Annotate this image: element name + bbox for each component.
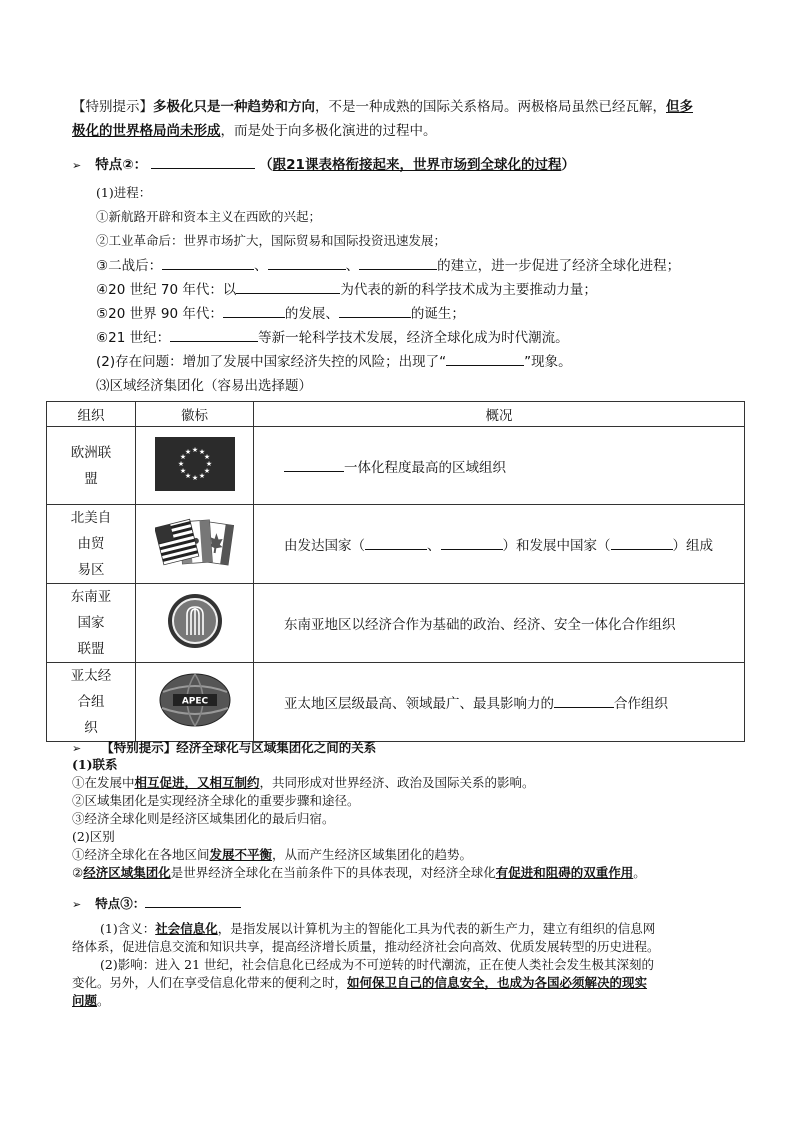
nafta-flags-icon: [155, 513, 235, 571]
tip2-link-2: ②区域集团化是实现经济全球化的重要步骤和途径。: [72, 793, 360, 808]
tip2-link-1: [72, 774, 535, 792]
tip1-bold1: 多极化只是一种趋势和方向: [153, 99, 315, 115]
answer-blank[interactable]: [284, 458, 344, 472]
org-desc-text: ）和发展中国家（: [502, 538, 611, 554]
org-name-line: 国家: [77, 615, 105, 631]
svg-text:★: ★: [179, 452, 186, 461]
point3-p2-line2: [72, 974, 647, 992]
org-desc-text: 合作组织: [614, 696, 668, 712]
tip1-text1: ，不是一种成熟的国际关系格局。两极格局虽然已经瓦解，: [315, 99, 666, 115]
item3-text: 的建立，进一步促进了经济全球化进程；: [437, 258, 681, 274]
org-name-line: 易区: [77, 562, 105, 578]
svg-text:★: ★: [177, 459, 184, 468]
item4-text: ④20 世纪 70 年代：以: [96, 282, 237, 298]
item5-text: ⑤20 世界 90 年代：: [96, 306, 223, 322]
answer-blank[interactable]: [236, 280, 340, 294]
point2-note: 跟21课表格衔接起来，世界市场到全球化的过程: [272, 157, 562, 173]
item4-text: 为代表的新的科学技术成为主要推动力量；: [340, 282, 597, 298]
point2-label: 特点②：: [95, 157, 148, 173]
org-name-line: 织: [84, 720, 98, 736]
answer-blank[interactable]: [441, 536, 503, 550]
org-name-line: 北美自: [70, 510, 112, 526]
table-header: 组织: [47, 402, 136, 427]
answer-blank[interactable]: [365, 536, 427, 550]
org-desc: [254, 427, 745, 505]
item6-text: 等新一轮科学技术发展，经济全球化成为时代潮流。: [258, 330, 569, 346]
tip2-title: 【特别提示】经济全球化与区域集团化之间的关系: [101, 740, 377, 755]
apec-logo-text: APEC: [181, 696, 208, 707]
diff2-text: 。: [633, 865, 646, 880]
answer-blank[interactable]: [359, 256, 437, 270]
answer-blank[interactable]: [170, 328, 258, 342]
tip1-bold2b: 极化的世界格局尚未形成: [72, 123, 221, 139]
org-name-line: 欧洲联: [70, 444, 112, 461]
svg-text:★: ★: [179, 466, 186, 475]
problem-line: [96, 352, 572, 371]
diff2-text: 是世界经济全球化在当前条件下的具体表现，对经济全球化: [170, 865, 496, 880]
process-item-3: [96, 256, 680, 275]
org-name-line: 东南亚: [70, 589, 112, 605]
item3-sep: 、: [345, 258, 360, 274]
problem-text: ”现象。: [524, 354, 572, 370]
p1-text: ，是指发展以计算机为主的智能化工具为代表的新生产力，建立有组织的信息网: [217, 921, 656, 936]
org-name-line: 亚太经: [70, 668, 112, 684]
problem-text: (2)存在问题：增加了发展中国家经济失控的风险；出现了“: [96, 354, 447, 370]
tip1-line1: [72, 98, 693, 116]
table-header: 徽标: [136, 402, 254, 427]
tip1-bold2a: 但多: [666, 99, 693, 115]
org-name: [47, 505, 136, 584]
process-item-6: [96, 328, 569, 347]
link1-text: ，共同形成对世界经济、政治及国际关系的影响。: [259, 775, 535, 790]
answer-blank[interactable]: [145, 894, 241, 908]
item3-text: ③二战后：: [96, 258, 163, 274]
org-name: [47, 427, 136, 505]
tip2-link-heading: (1)联系: [72, 757, 118, 772]
eu-flag-icon: [136, 427, 254, 505]
p2-text: 变化。另外，人们在享受信息化带来的便利之时，: [72, 975, 348, 990]
p2-text: 。: [97, 993, 110, 1008]
eu-flag-icon: [155, 437, 235, 491]
p1-text: (1)含义：: [100, 921, 156, 936]
org-desc-text: 由发达国家（: [284, 538, 365, 554]
p1-emphasis: 社会信息化: [155, 921, 218, 936]
answer-blank[interactable]: [268, 256, 346, 270]
table-row-eu: [47, 427, 745, 505]
answer-blank[interactable]: [554, 694, 614, 708]
p2-emphasis: 如何保卫自己的信息安全，也成为各国必须解决的现实: [347, 975, 648, 990]
diff2-emphasis: 经济区域集团化: [83, 865, 171, 880]
link1-text: ①在发展中: [72, 775, 135, 790]
point2-note-open: （: [259, 157, 273, 173]
answer-blank[interactable]: [611, 536, 673, 550]
org-name: [47, 584, 136, 663]
arrow-icon: ➢: [72, 742, 82, 755]
org-desc-text: ）组成: [672, 538, 713, 554]
org-desc-text: 一体化程度最高的区域组织: [344, 459, 506, 476]
org-desc: [254, 505, 745, 584]
svg-text:★: ★: [198, 447, 205, 456]
diff1-emphasis: 发展不平衡: [209, 847, 273, 862]
org-name-line: 由贸: [77, 536, 105, 552]
org-name: [47, 663, 136, 742]
arrow-icon: ➢: [72, 159, 82, 172]
org-desc-text: 、: [427, 538, 441, 554]
point3-line: [72, 894, 241, 914]
svg-text:★: ★: [191, 473, 198, 482]
item5-text: 的诞生；: [410, 306, 465, 322]
point3-p1-line2: 络体系，促进信息交流和知识共享，提高经济增长质量，推动经济社会向高效、优质发展转型的历史进程。: [72, 939, 660, 954]
tip2-link-3: ③经济全球化则是经济区域集团化的最后归宿。: [72, 811, 335, 826]
item3-sep: 、: [254, 258, 268, 274]
point3-label: 特点③：: [95, 896, 146, 911]
tip1-text2: ，而是处于向多极化演进的过程中。: [220, 123, 437, 139]
point3-p2-line3: [72, 992, 110, 1010]
p2-emphasis: 问题: [72, 993, 98, 1008]
nafta-flags-icon: [136, 505, 254, 584]
svg-text:★: ★: [184, 471, 191, 480]
point2-line: [72, 155, 575, 175]
answer-blank[interactable]: [151, 155, 255, 169]
organizations-table: [46, 401, 745, 742]
table-row-nafta: [47, 505, 745, 584]
apec-emblem-icon: [136, 663, 254, 742]
table-header: 概况: [254, 402, 745, 427]
svg-text:★: ★: [191, 445, 198, 454]
process-heading: (1)进程：: [96, 185, 152, 200]
process-item-5: [96, 304, 465, 323]
diff2-text: ②: [72, 865, 84, 880]
process-item-2: ②工业革命后：世界市场扩大，国际贸易和国际投资迅速发展；: [96, 233, 447, 248]
tip2-diff-1: [72, 846, 472, 864]
diff2-emphasis: 有促进和阻碍的双重作用: [495, 865, 634, 880]
point2-note-close: ）: [561, 157, 575, 173]
point3-p2-line1: (2)影响：进入 21 世纪，社会信息化已经成为不可逆转的时代潮流，正在使人类社会发生极其深刻的: [100, 957, 655, 972]
item6-text: ⑥21 世纪：: [96, 330, 171, 346]
tip1-line2: [72, 122, 437, 140]
diff1-text: ，从而产生经济区域集团化的趋势。: [272, 847, 473, 862]
svg-text:★: ★: [203, 466, 210, 475]
link1-emphasis: 相互促进，又相互制约: [134, 775, 260, 790]
table-header-row: [47, 402, 745, 427]
org-desc: [254, 663, 745, 742]
diff1-text: ①经济全球化在各地区间: [72, 847, 210, 862]
process-item-1: ①新航路开辟和资本主义在西欧的兴起；: [96, 209, 322, 224]
answer-blank[interactable]: [446, 352, 524, 366]
apec-emblem-icon: [157, 672, 233, 728]
arrow-icon: ➢: [72, 898, 82, 911]
svg-text:★: ★: [205, 459, 212, 468]
answer-blank[interactable]: [162, 256, 254, 270]
item5-text: 的发展、: [284, 306, 339, 322]
tip2-diff-2: [72, 864, 646, 882]
asean-emblem-icon: [136, 584, 254, 663]
tip2-diff-heading: (2)区别: [72, 829, 115, 844]
org-desc: 东南亚地区以经济合作为基础的政治、经济、安全一体化合作组织: [254, 584, 745, 663]
tip2-title-line: [72, 739, 376, 758]
svg-text:★: ★: [198, 471, 205, 480]
org-name-line: 合组: [77, 694, 105, 710]
org-desc-text: 亚太地区层级最高、领域最广、最具影响力的: [284, 696, 554, 712]
tip1-prefix: 【特别提示】: [72, 99, 153, 115]
regional-heading: ⑶区域经济集团化（容易出选择题）: [96, 378, 312, 394]
answer-blank[interactable]: [339, 304, 411, 318]
svg-text:★: ★: [203, 452, 210, 461]
table-row-apec: [47, 663, 745, 742]
org-name-line: 盟: [84, 470, 98, 487]
process-item-4: [96, 280, 597, 299]
asean-emblem-icon: [165, 591, 225, 651]
org-name-line: 联盟: [77, 641, 105, 657]
point3-p1-line1: [100, 920, 655, 938]
table-row-asean: [47, 584, 745, 663]
answer-blank[interactable]: [223, 304, 285, 318]
svg-text:★: ★: [184, 447, 191, 456]
